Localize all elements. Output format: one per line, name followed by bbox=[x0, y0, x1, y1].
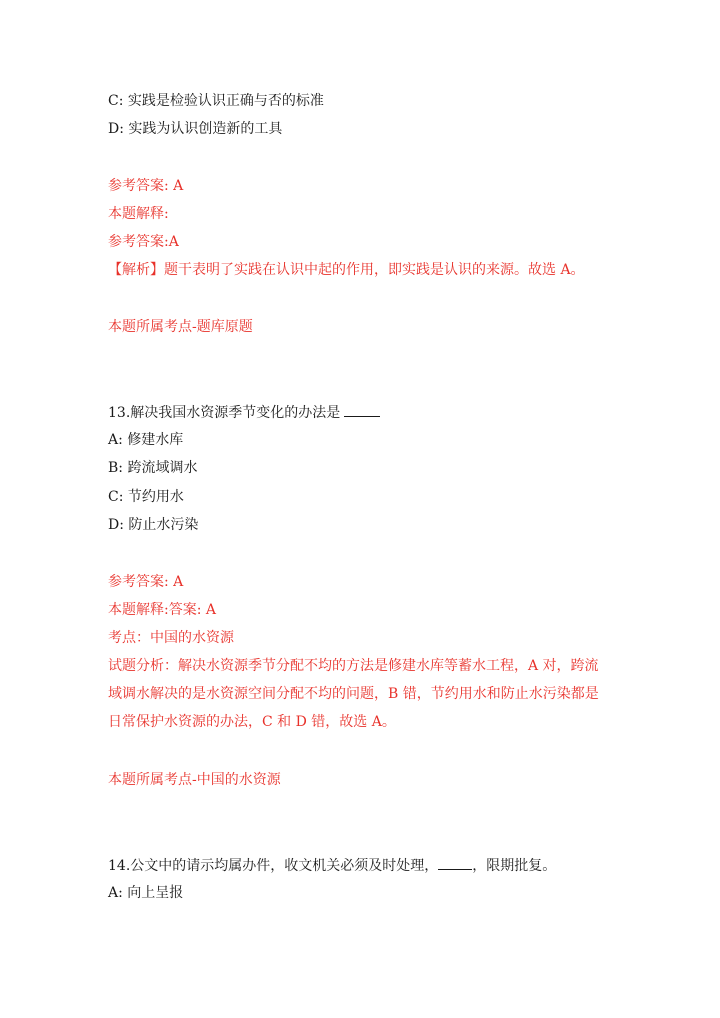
q14-option-a: A: 向上呈报 bbox=[108, 885, 184, 901]
q13-option-a: A: 修建水库 bbox=[108, 432, 184, 448]
q13-explanation: 本题解释:答案: A bbox=[108, 602, 216, 618]
q13-option-b: B: 跨流域调水 bbox=[108, 460, 198, 476]
q12-explanation-label: 本题解释: bbox=[108, 206, 169, 222]
q13-point: 考点：中国的水资源 bbox=[108, 630, 234, 646]
q13-topic: 本题所属考点-中国的水资源 bbox=[108, 772, 281, 788]
q14-stem-before: 14.公文中的请示均属办件，收文机关必须及时处理， bbox=[108, 858, 439, 874]
answer-blank bbox=[438, 855, 472, 870]
q12-option-d: D: 实践为认识创造新的工具 bbox=[108, 121, 283, 137]
q13-option-d: D: 防止水污染 bbox=[108, 517, 199, 533]
q13-analysis: 试题分析：解决水资源季节分配不均的方法是修建水库等蓄水工程，A 对，跨流域调水解决的是水资源空间分配不均的问题，B 错，节约用水和防止水污染都是日常保护水资源的办法，C 和 D 错，故选 A。 bbox=[108, 658, 599, 730]
q12-option-c: C: 实践是检验认识正确与否的标准 bbox=[108, 93, 324, 109]
answer-blank bbox=[344, 402, 380, 417]
q12-analysis: 【解析】题干表明了实践在认识中起的作用，即实践是认识的来源。故选 A。 bbox=[108, 262, 585, 278]
q13-stem-text: 13.解决我国水资源季节变化的办法是 bbox=[108, 405, 341, 421]
q13-answer-reference: 参考答案: A bbox=[108, 574, 184, 590]
q12-answer-reference: 参考答案: A bbox=[108, 178, 184, 194]
q12-topic: 本题所属考点-题库原题 bbox=[108, 319, 253, 335]
q14-stem bbox=[108, 855, 556, 875]
q13-stem bbox=[108, 402, 380, 422]
q12-answer-reference-2: 参考答案:A bbox=[108, 234, 179, 250]
q13-option-c: C: 节约用水 bbox=[108, 489, 184, 505]
q14-stem-after: ，限期批复。 bbox=[472, 858, 557, 874]
